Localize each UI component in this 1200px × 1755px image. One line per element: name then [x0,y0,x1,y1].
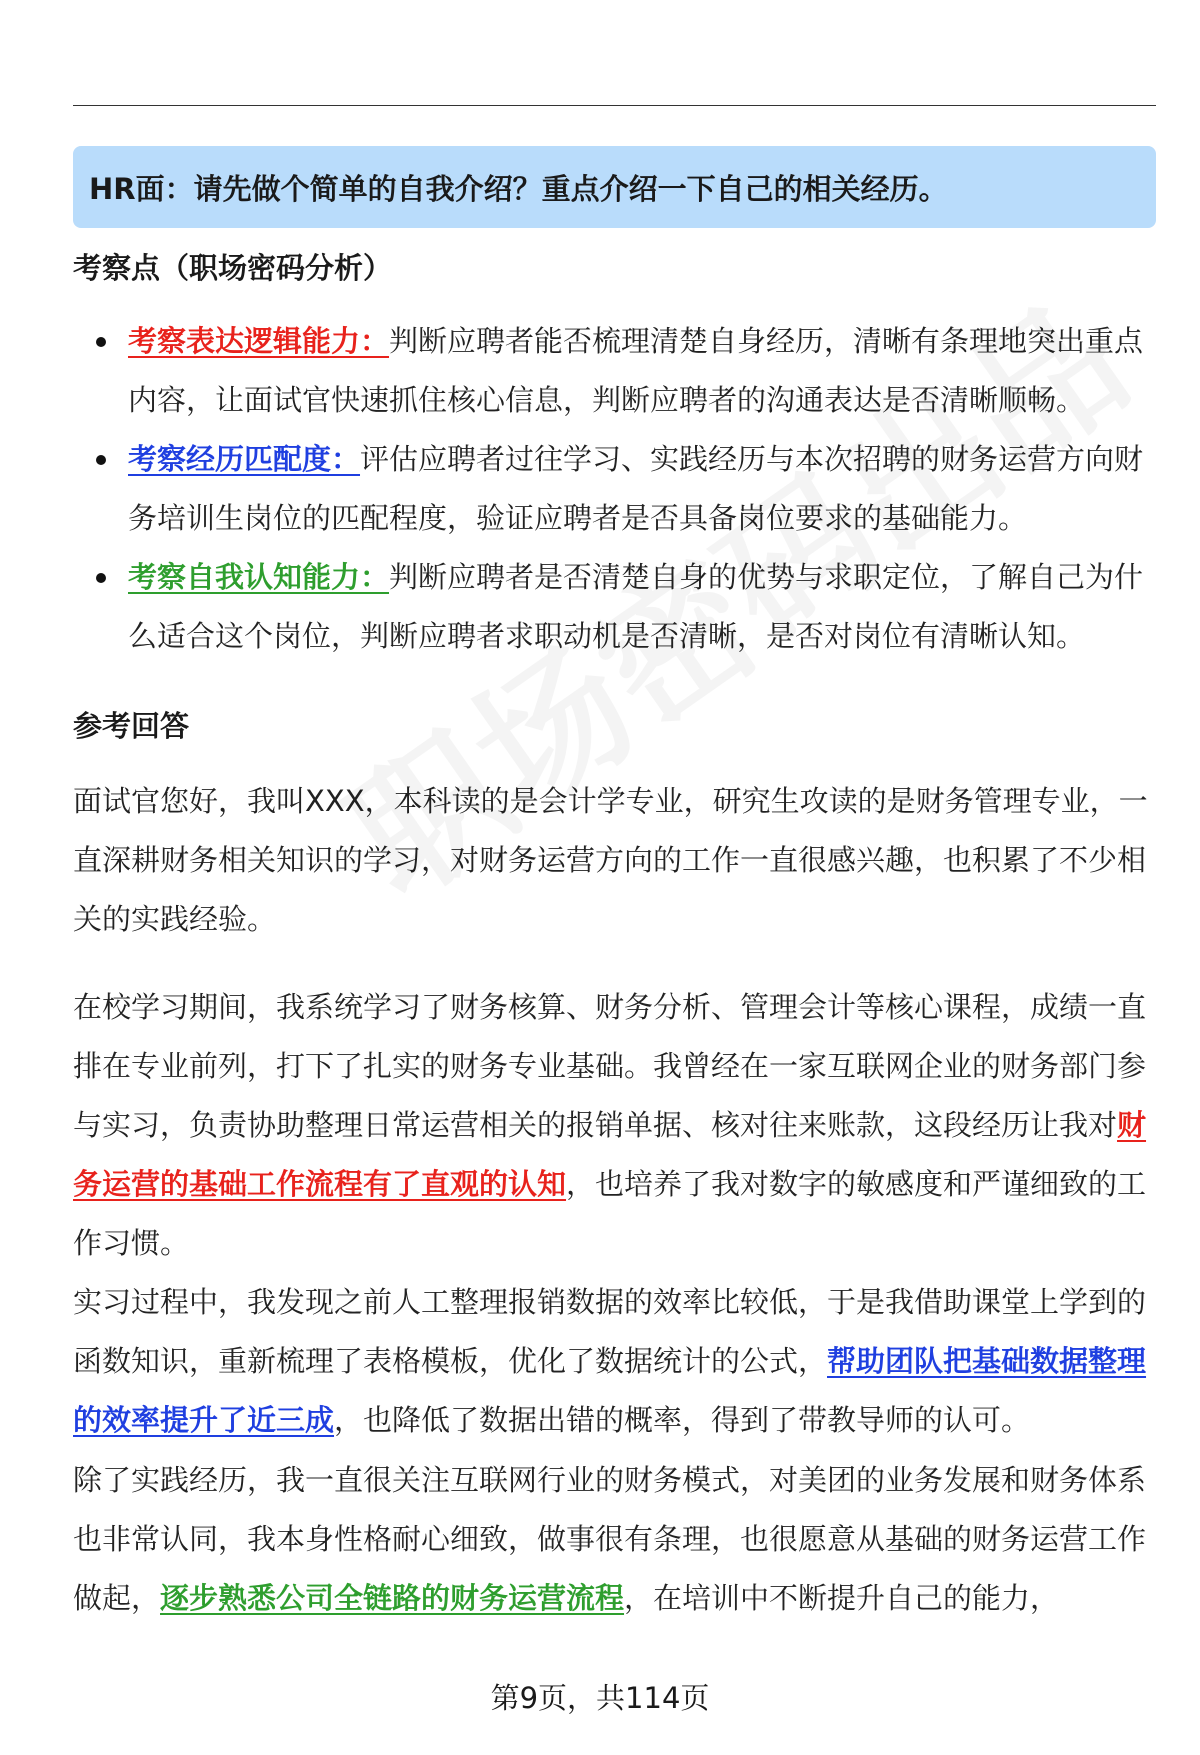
analysis-item-expression [128,312,1160,430]
paragraph-text: ，也降低了数据出错的概率，得到了带教导师的认可。 [334,1403,1031,1437]
page-number: 第9页，共114页 [490,1681,710,1715]
question-text: HR面：请先做个简单的自我介绍？重点介绍一下自己的相关经历。 [89,171,948,206]
paragraph-text: ，在培训中不断提升自己的能力， [624,1581,1060,1615]
analysis-item-experience-match [128,430,1160,548]
bullet-dot-icon [96,455,106,465]
highlight-red: 财务运营的基础工作流程有了直观的认知 [73,1108,1147,1201]
keyword-self-awareness: 考察自我认知能力： [128,560,390,594]
answer-paragraph-study [73,978,1158,1273]
analysis-item-self-awareness [128,548,1160,666]
highlight-blue: 帮助团队把基础数据整理的效率提升了近三成 [73,1344,1147,1437]
keyword-experience-match: 考察经历匹配度： [128,442,361,476]
answer-paragraph-intro: 面试官您好，我叫XXX，本科读的是会计学专业，研究生攻读的是财务管理专业，一直深耕财务相关知识的学习，对财务运营方向的工作一直很感兴趣，也积累了不少相关的实践经验。 [73,784,1148,936]
top-divider [73,105,1156,106]
analysis-list [128,312,1160,666]
keyword-expression: 考察表达逻辑能力： [128,324,390,358]
bullet-dot-icon [96,573,106,583]
analysis-text-experience-match: 评估应聘者过往学习、实践经历与本次招聘的财务运营方向财务培训生岗位的匹配程度，验证应聘者是否具备岗位要求的基础能力。 [128,442,1144,535]
paragraph-text: ，也培养了我对数字的敏感度和严谨细致的工作习惯。 [73,1167,1147,1260]
paragraph-text: 实习过程中，我发现之前人工整理报销数据的效率比较低，于是我借助课堂上学到的函数知识，重新梳理了表格模板，优化了数据统计的公式， [73,1285,1147,1378]
paragraph-text: 在校学习期间，我系统学习了财务核算、财务分析、管理会计等核心课程，成绩一直排在专业前列，打下了扎实的财务专业基础。我曾经在一家互联网企业的财务部门参与实习，负责协助整理日常运营相关的报销单据、核对往来账款，这段经历让我对 [73,990,1147,1142]
analysis-text-self-awareness: 判断应聘者是否清楚自身的优势与求职定位，了解自己为什么适合这个岗位，判断应聘者求职动机是否清晰，是否对岗位有清晰认知。 [128,560,1144,653]
answer-paragraph-internship [73,1273,1158,1450]
analysis-text-expression: 判断应聘者能否梳理清楚自身经历，清晰有条理地突出重点内容，让面试官快速抓住核心信息，判断应聘者的沟通表达是否清晰顺畅。 [128,324,1144,417]
analysis-heading: 考察点（职场密码分析） [73,251,393,285]
highlight-green: 逐步熟悉公司全链路的财务运营流程 [160,1581,625,1615]
answer-paragraph-motivation [73,1451,1158,1628]
bullet-dot-icon [96,337,106,347]
question-banner [73,146,1156,228]
answer-heading: 参考回答 [73,709,190,743]
paragraph-text: 除了实践经历，我一直很关注互联网行业的财务模式，对美团的业务发展和财务体系也非常认同，我本身性格耐心细致，做事很有条理，也很愿意从基础的财务运营工作做起， [73,1463,1147,1615]
